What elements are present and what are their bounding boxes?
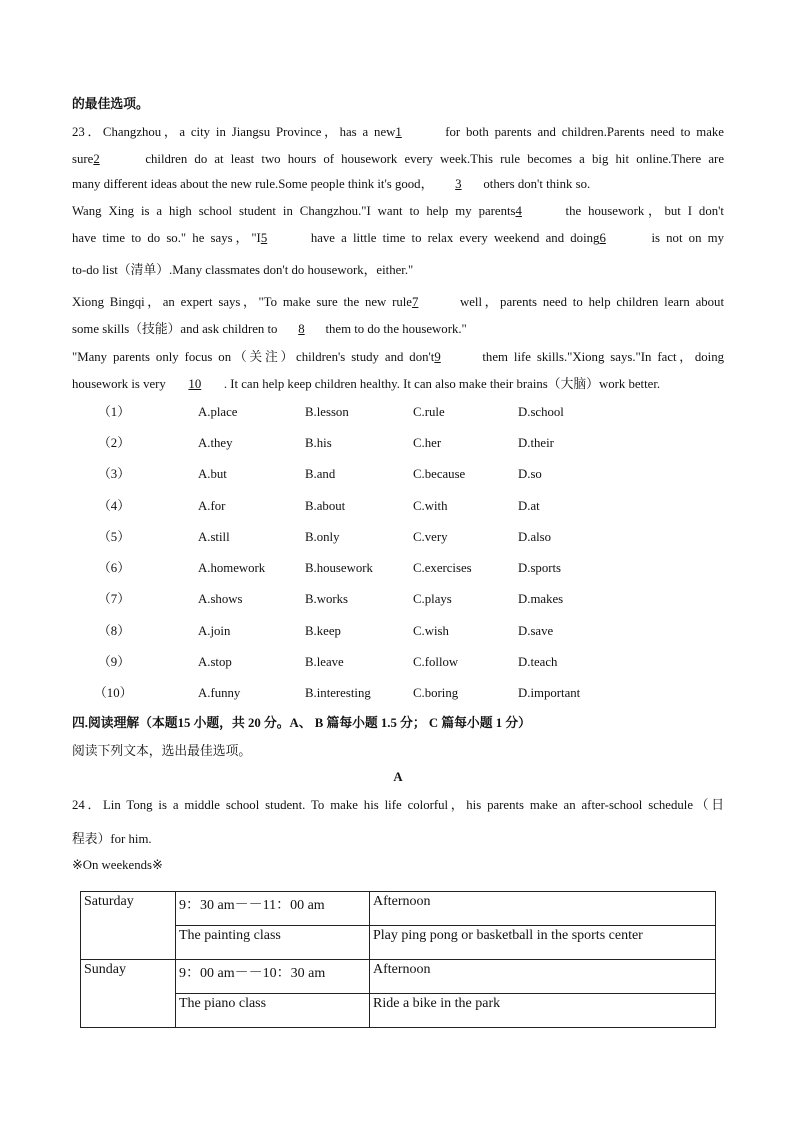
day-cell: Sunday <box>81 960 176 1028</box>
blank-10[interactable]: 10 <box>188 377 202 391</box>
option-d[interactable]: D.save <box>518 624 554 638</box>
option-a[interactable]: A.still <box>198 530 230 544</box>
option-a[interactable]: A.stop <box>198 655 232 669</box>
option-a[interactable]: A.homework <box>198 561 266 575</box>
q23-line-3: many different ideas about the new rule.Some people think it's good， 3 others don't think so. <box>72 177 591 191</box>
part-label: A <box>393 770 403 784</box>
weekend-label: ※On weekends※ <box>72 858 163 872</box>
q23-line-5: have time to do so." he says，"I5 have a little time to relax every weekend and doing6 is not on my <box>72 231 724 245</box>
blank-9[interactable]: 9 <box>434 350 441 364</box>
option-a[interactable]: A.they <box>198 436 233 450</box>
option-number: （6） <box>98 561 130 575</box>
option-number: （7） <box>98 592 130 606</box>
table-row <box>81 926 716 960</box>
blank-5[interactable]: 5 <box>260 231 268 245</box>
option-c[interactable]: C.because <box>413 467 466 481</box>
afternoon-cell: Afternoon <box>370 960 716 994</box>
option-c[interactable]: C.exercises <box>413 561 472 575</box>
option-c[interactable]: C.rule <box>413 405 445 419</box>
day-cell: Saturday <box>81 892 176 960</box>
blank-4[interactable]: 4 <box>515 204 522 218</box>
q23-line-6: to-do list（清单）.Many classmates don't do housework，either." <box>72 263 414 277</box>
option-number: （4） <box>98 499 130 513</box>
q23-line-7: Xiong Bingqi，an expert says，"To make sure the new rule7 well，parents need to help children learn about <box>72 295 724 309</box>
time-cell: 9：30 am－－11：00 am <box>176 892 370 926</box>
header-tail: 的最佳选项。 <box>72 97 149 111</box>
option-c[interactable]: C.with <box>413 499 448 513</box>
blank-1[interactable]: 1 <box>395 125 402 139</box>
option-d[interactable]: D.so <box>518 467 542 481</box>
option-a[interactable]: A.funny <box>198 686 241 700</box>
option-a[interactable]: A.join <box>198 624 231 638</box>
option-number: （3） <box>98 467 130 481</box>
option-number: （2） <box>98 436 130 450</box>
blank-3[interactable]: 3 <box>455 177 462 191</box>
option-b[interactable]: B.works <box>305 592 349 606</box>
weekend-schedule-table <box>80 891 716 1028</box>
option-d[interactable]: D.also <box>518 530 552 544</box>
table-row <box>81 994 716 1028</box>
option-b[interactable]: B.lesson <box>305 405 349 419</box>
morning-activity-cell: The painting class <box>176 926 370 960</box>
q24-line-1: 24．Lin Tong is a middle school student. To make his life colorful，his parents make an after-school schedule（日 <box>72 798 724 812</box>
option-d[interactable]: D.school <box>518 405 564 419</box>
q23-line-9: "Many parents only focus on（关注）children's study and don't9 them life skills."Xiong says."In fact，doing <box>72 350 725 364</box>
blank-6[interactable]: 6 <box>599 231 606 245</box>
option-c[interactable]: C.wish <box>413 624 449 638</box>
option-b[interactable]: B.about <box>305 499 346 513</box>
q23-line-4: Wang Xing is a high school student in Changzhou."I want to help my parents4 the housework，but I don't <box>72 204 724 218</box>
morning-activity-cell: The piano class <box>176 994 370 1028</box>
option-d[interactable]: D.their <box>518 436 554 450</box>
option-d[interactable]: D.at <box>518 499 540 513</box>
option-b[interactable]: B.housework <box>305 561 373 575</box>
section-heading: 四.阅读理解（本题15 小题，共 20 分。A、 B 篇每小题 1.5 分； C 篇每小题 1 分） <box>72 716 531 730</box>
q23-line-8: some skills（技能）and ask children to 8 them to do the housework." <box>72 322 467 336</box>
option-a[interactable]: A.for <box>198 499 226 513</box>
option-c[interactable]: C.very <box>413 530 448 544</box>
afternoon-activity-cell: Ride a bike in the park <box>370 994 716 1028</box>
option-b[interactable]: B.his <box>305 436 332 450</box>
q23-line-2: sure2 children do at least two hours of housework every week.This rule becomes a big hit online.There are <box>72 152 724 166</box>
table-row <box>81 892 716 926</box>
time-cell: 9：00 am－－10：30 am <box>176 960 370 994</box>
q23-number: 23． <box>72 125 103 139</box>
option-number: （1） <box>98 405 130 419</box>
option-c[interactable]: C.follow <box>413 655 459 669</box>
option-c[interactable]: C.boring <box>413 686 459 700</box>
option-b[interactable]: B.and <box>305 467 336 481</box>
option-number: （8） <box>98 624 130 638</box>
option-number: （5） <box>98 530 130 544</box>
option-number: （10） <box>94 686 133 700</box>
option-a[interactable]: A.place <box>198 405 238 419</box>
q23-line-1: 23．Changzhou，a city in Jiangsu Province，has a new1 for both parents and children.Parents need to make <box>72 125 724 139</box>
q24-line-2: 程表）for him. <box>72 832 152 846</box>
afternoon-activity-cell: Play ping pong or basketball in the sports center <box>370 926 716 960</box>
section-instruction: 阅读下列文本，选出最佳选项。 <box>72 744 252 758</box>
option-d[interactable]: D.important <box>518 686 581 700</box>
table-row <box>81 960 716 994</box>
blank-8[interactable]: 8 <box>298 322 305 336</box>
option-d[interactable]: D.makes <box>518 592 564 606</box>
option-c[interactable]: C.plays <box>413 592 452 606</box>
q23-line-10: housework is very 10 . It can help keep children healthy. It can also make their brains（大脑）work better. <box>72 377 661 391</box>
blank-2[interactable]: 2 <box>93 152 100 166</box>
option-b[interactable]: B.leave <box>305 655 344 669</box>
option-a[interactable]: A.shows <box>198 592 243 606</box>
option-d[interactable]: D.sports <box>518 561 562 575</box>
option-d[interactable]: D.teach <box>518 655 558 669</box>
option-b[interactable]: B.keep <box>305 624 341 638</box>
option-c[interactable]: C.her <box>413 436 442 450</box>
blank-7[interactable]: 7 <box>411 295 419 309</box>
option-number: （9） <box>98 655 130 669</box>
option-a[interactable]: A.but <box>198 467 227 481</box>
afternoon-cell: Afternoon <box>370 892 716 926</box>
option-b[interactable]: B.interesting <box>305 686 371 700</box>
option-b[interactable]: B.only <box>305 530 340 544</box>
